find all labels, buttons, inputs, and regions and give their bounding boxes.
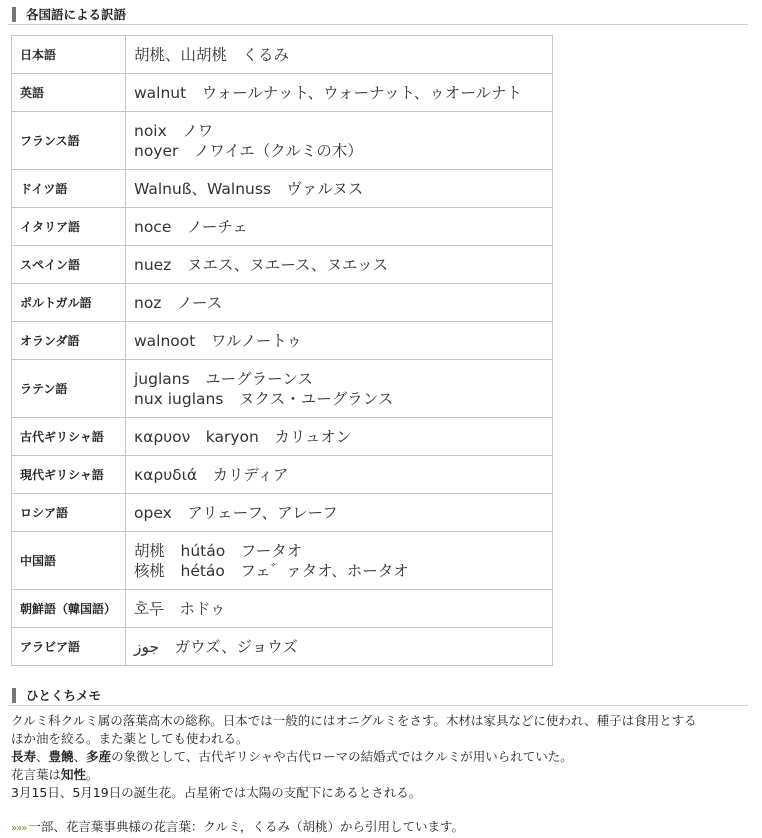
translation-value [126, 208, 553, 246]
memo-line: クルミ科クルミ属の落葉高木の総称。日本では一般的にはオニグルミをさす。木材は家具などに使われ、種子は食用とする [11, 713, 697, 728]
language-name: イタリア語 [12, 208, 126, 246]
translation-line: noce ノーチェ [134, 217, 248, 236]
translation-line: juglans ユーグラーンス [134, 369, 313, 388]
section-title: 各国語による訳語 [26, 7, 127, 22]
translation-line: opex アリェーフ、アレーフ [134, 503, 338, 522]
translation-value [126, 456, 553, 494]
keyword: 豊饒 [48, 749, 74, 764]
translation-line: walnut ウォールナット、ウォーナット、ゥオールナト [134, 83, 522, 102]
credit-text[interactable]: 一部、花言葉事典様の花言葉：クルミ，くるみ（胡桃）から引用しています。 [28, 819, 464, 834]
translation-row [12, 494, 553, 532]
translation-row [12, 112, 553, 170]
section-marker [12, 688, 16, 703]
section-header-translations [8, 6, 748, 25]
translation-row [12, 284, 553, 322]
translation-line: 호두 ホドゥ [134, 599, 226, 618]
translation-row [12, 532, 553, 590]
translation-value [126, 170, 553, 208]
memo-line: ほか油を絞る。また薬としても使われる。 [11, 731, 249, 746]
translation-line: 胡桃 hútáo フータオ [134, 541, 303, 560]
translation-value [126, 590, 553, 628]
memo-body [11, 712, 751, 802]
translation-value [126, 284, 553, 322]
translation-value [126, 36, 553, 74]
translation-row [12, 628, 553, 666]
translation-row [12, 590, 553, 628]
translation-line: noyer ノワイエ（クルミの木） [134, 141, 363, 160]
credit-note [11, 818, 751, 838]
language-name: 古代ギリシャ語 [12, 418, 126, 456]
language-name: ラテン語 [12, 360, 126, 418]
translation-line: walnoot ワルノートゥ [134, 331, 302, 350]
translation-value [126, 494, 553, 532]
translation-line: 胡桃、山胡桃 くるみ [134, 45, 290, 64]
translation-row [12, 456, 553, 494]
language-name: 中国語 [12, 532, 126, 590]
language-name: フランス語 [12, 112, 126, 170]
translation-row [12, 418, 553, 456]
language-name: ポルトガル語 [12, 284, 126, 322]
section-marker [12, 7, 16, 22]
translation-row [12, 322, 553, 360]
translation-value [126, 246, 553, 284]
translation-value [126, 112, 553, 170]
translation-line: nux iuglans ヌクス・ユーグランス [134, 389, 394, 408]
translation-value [126, 628, 553, 666]
language-name: スペイン語 [12, 246, 126, 284]
keyword: 知性 [61, 767, 87, 782]
translation-row [12, 246, 553, 284]
arrow-icon: »»» [11, 823, 27, 834]
memo-line: 花言葉は知性。 [11, 767, 99, 782]
translation-value [126, 532, 553, 590]
translation-line: noix ノワ [134, 121, 214, 140]
translation-row [12, 36, 553, 74]
language-name: ロシア語 [12, 494, 126, 532]
memo-line: 3月15日、5月19日の誕生花。占星術では太陽の支配下にあるとされる。 [11, 785, 422, 800]
translation-line: Walnuß、Walnuss ヴァルヌス [134, 179, 364, 198]
translation-line: καρυδιά カリディア [134, 465, 289, 484]
language-name: 日本語 [12, 36, 126, 74]
translation-line: 核桃 hétáo フェ゛ァタオ、ホータオ [134, 561, 409, 580]
translation-value [126, 74, 553, 112]
translation-row [12, 360, 553, 418]
translation-table [11, 35, 553, 666]
translation-row [12, 208, 553, 246]
translation-value [126, 322, 553, 360]
translation-line: noz ノース [134, 293, 223, 312]
section-title: ひとくちメモ [26, 688, 102, 703]
translation-value [126, 360, 553, 418]
language-name: 英語 [12, 74, 126, 112]
section-header-memo [8, 687, 748, 706]
language-name: ドイツ語 [12, 170, 126, 208]
translation-line: nuez ヌエス、ヌエース、ヌエッス [134, 255, 389, 274]
language-name: 朝鮮語（韓国語） [12, 590, 126, 628]
translation-line: καρυον karyon カリュオン [134, 427, 352, 446]
translation-row [12, 74, 553, 112]
translation-row [12, 170, 553, 208]
keyword: 長寿 [11, 749, 37, 764]
memo-line: 長寿、豊饒、多産の象徴として、古代ギリシャや古代ローマの結婚式ではクルミが用いられていた。 [11, 749, 573, 764]
keyword: 多産 [86, 749, 112, 764]
language-name: アラビア語 [12, 628, 126, 666]
translation-line: جوز ガウズ、ジョウズ [134, 637, 298, 656]
language-name: オランダ語 [12, 322, 126, 360]
language-name: 現代ギリシャ語 [12, 456, 126, 494]
translation-value [126, 418, 553, 456]
